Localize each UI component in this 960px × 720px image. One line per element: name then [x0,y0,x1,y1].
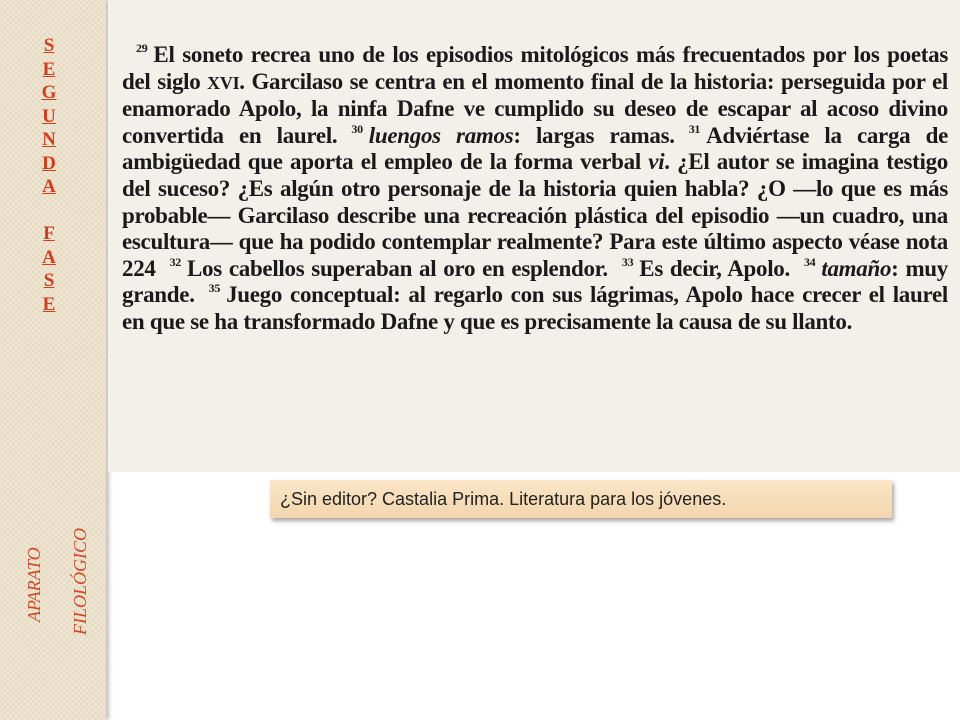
title-letter: E [42,58,56,80]
section-title-vertical [30,34,68,316]
note-text: Es decir, Apolo. [639,255,790,281]
note-text: : muy grande. [122,255,948,308]
note-term: vi [648,149,665,175]
note-number: 29 [136,41,148,55]
label-aparato: APARATO [24,547,44,622]
footnotes-paragraph [122,42,948,336]
note-number: 32 [169,254,182,269]
caption-box: ¿Sin editor? Castalia Prima. Literatura para los jóvenes. [270,480,892,518]
note-text: : largas ramas. [513,122,675,148]
note-number: 34 [803,254,816,269]
scanned-notes-image [108,0,960,472]
note-number: 33 [621,254,634,269]
note-text: Los cabellos superaban al oro en esplendor. [187,255,608,281]
note-number: 30 [351,121,363,136]
note-text: Adviértase la carga de ambigüedad que aporta el empleo de la forma verbal [122,122,949,175]
note-text: . ¿El autor se imagina testigo del suceso? ¿Es algún otro personaje de la historia quien habla? ¿O —lo que es más probable— Garcilaso describe una recreación plástica del episodio —un cuadro, una escultura–– que ha podido contemplar realmente? Para este último aspecto véase nota 224 [122,149,949,281]
note-term: luengos ramos [368,122,514,148]
title-letter: S [43,35,55,56]
title-letter: S [43,270,55,291]
title-letter: D [42,152,56,174]
title-letter: G [41,82,57,103]
century-numeral: XVI [207,72,240,93]
title-letter: U [42,105,56,127]
label-filologico: FILOLÓGICO [70,527,90,635]
title-letter: A [42,176,56,197]
title-letter: E [42,293,56,315]
note-text: . Garcilaso se centra en el momento final de la historia: perseguida por el enamorado Apolo, la ninfa Dafne ve cumplido su deseo de escapar al acoso divino convertida en laurel. [122,68,948,148]
note-number: 35 [208,281,221,296]
note-number: 31 [688,121,701,136]
title-letter: F [43,223,55,244]
note-text: Juego conceptual: al regarlo con sus lágrimas, Apolo hace crecer el laurel en que se ha transformado Dafne y que es precisamente la causa de su llanto. [122,282,948,334]
sidebar-panel [0,0,106,720]
title-letter: A [42,246,56,268]
note-text: El soneto recrea uno de los episodios mitológicos más frecuentados por los poetas del siglo [122,42,948,94]
title-letter: N [42,129,56,150]
note-term: tamaño [821,255,892,281]
